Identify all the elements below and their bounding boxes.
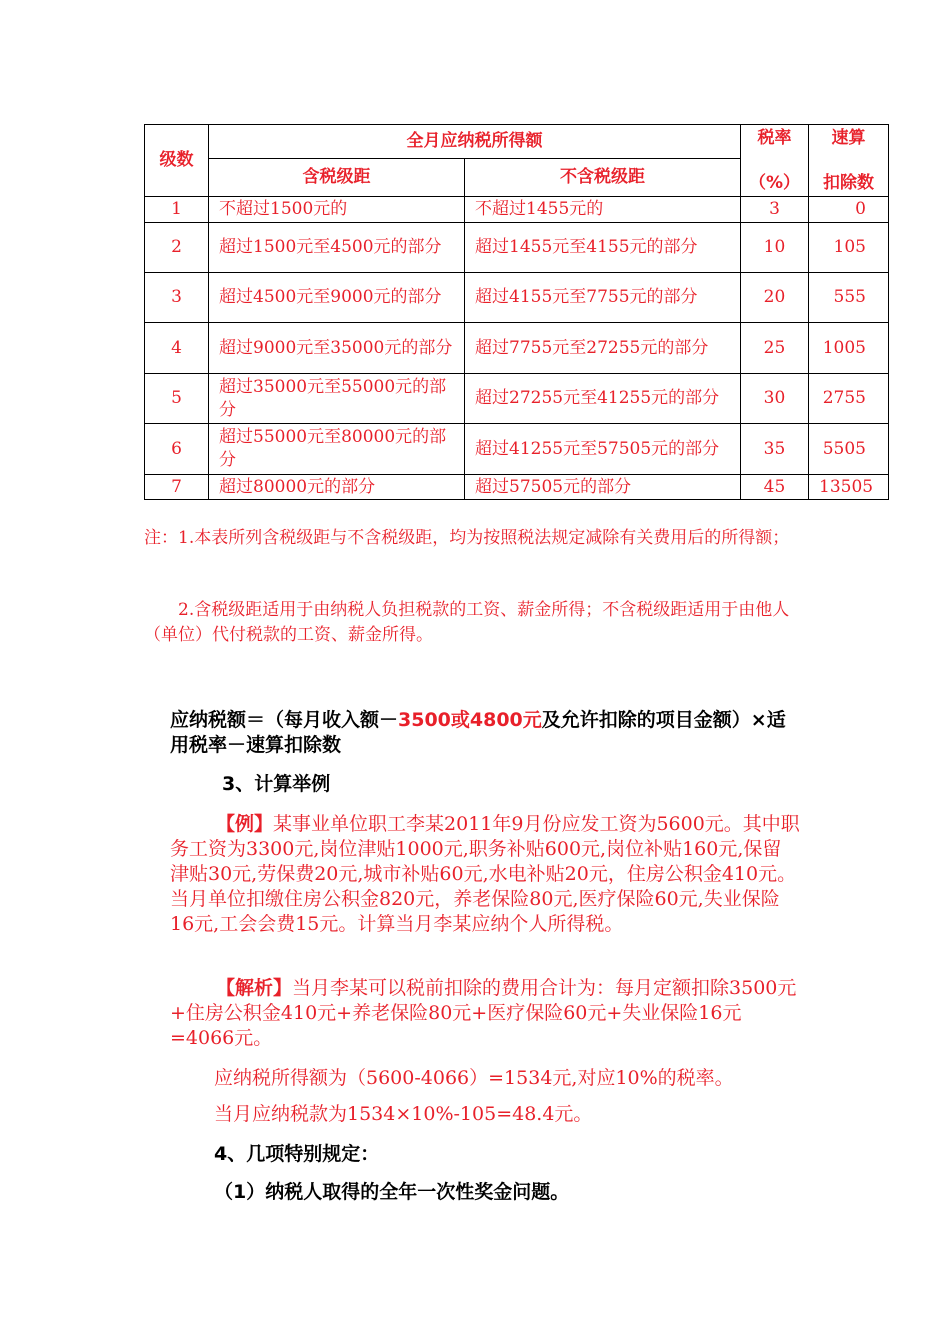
cell-without-tax: 超过27255元至41255元的部分 bbox=[465, 374, 741, 424]
tax-rate-table bbox=[144, 124, 889, 500]
cell-with-tax: 超过35000元至55000元的部分 bbox=[209, 374, 465, 424]
table-row bbox=[145, 323, 889, 374]
header-with-tax: 含税级距 bbox=[209, 159, 465, 197]
header-rate: 税率 （%） bbox=[741, 125, 809, 197]
cell-without-tax: 超过41255元至57505元的部分 bbox=[465, 424, 741, 475]
cell-deduction: 2755 bbox=[809, 374, 889, 424]
cell-deduction: 5505 bbox=[809, 424, 889, 475]
table-row bbox=[145, 197, 889, 223]
table-note-1: 注：1.本表所列含税级距与不含税级距，均为按照税法规定减除有关费用后的所得额； bbox=[144, 528, 790, 548]
analysis-paragraph: 【解析】当月李某可以税前扣除的费用合计为：每月定额扣除3500元+住房公积金410元+养老保险80元+医疗保险60元+失业保险16元=4066元。 bbox=[170, 977, 797, 1049]
cell-with-tax: 超过80000元的部分 bbox=[209, 475, 465, 500]
cell-with-tax: 超过1500元至4500元的部分 bbox=[209, 223, 465, 273]
cell-with-tax: 超过9000元至35000元的部分 bbox=[209, 323, 465, 374]
cell-without-tax: 超过1455元至4155元的部分 bbox=[465, 223, 741, 273]
table-row bbox=[145, 475, 889, 500]
cell-without-tax: 超过57505元的部分 bbox=[465, 475, 741, 500]
cell-level: 6 bbox=[145, 424, 209, 475]
table-row bbox=[145, 223, 889, 273]
cell-rate: 35 bbox=[741, 424, 809, 475]
formula-highlight: 3500或4800元 bbox=[398, 709, 542, 731]
cell-rate: 30 bbox=[741, 374, 809, 424]
cell-level: 7 bbox=[145, 475, 209, 500]
cell-rate: 25 bbox=[741, 323, 809, 374]
cell-with-tax: 不超过1500元的 bbox=[209, 197, 465, 223]
table-row bbox=[145, 273, 889, 323]
header-deduction: 速算 扣除数 bbox=[809, 125, 889, 197]
cell-deduction: 1005 bbox=[809, 323, 889, 374]
cell-rate: 20 bbox=[741, 273, 809, 323]
table-row bbox=[145, 424, 889, 475]
analysis-label: 【解析】 bbox=[216, 977, 293, 999]
cell-deduction: 13505 bbox=[809, 475, 889, 500]
header-income-group: 全月应纳税所得额 bbox=[209, 125, 741, 159]
cell-rate: 3 bbox=[741, 197, 809, 223]
cell-rate: 10 bbox=[741, 223, 809, 273]
cell-level: 3 bbox=[145, 273, 209, 323]
section-4-item-1: （1）纳税人取得的全年一次性奖金问题。 bbox=[214, 1181, 570, 1203]
cell-with-tax: 超过55000元至80000元的部分 bbox=[209, 424, 465, 475]
tax-formula: 应纳税额＝（每月收入额－3500或4800元及允许扣除的项目金额）×适用税率－速算扣除数 bbox=[170, 709, 786, 756]
table-row bbox=[145, 374, 889, 424]
cell-level: 4 bbox=[145, 323, 209, 374]
analysis-line-3: 当月应纳税款为1534×10%-105=48.4元。 bbox=[214, 1103, 593, 1125]
cell-deduction: 0 bbox=[809, 197, 889, 223]
header-level: 级数 bbox=[145, 125, 209, 197]
header-without-tax: 不含税级距 bbox=[465, 159, 741, 197]
cell-without-tax: 超过4155元至7755元的部分 bbox=[465, 273, 741, 323]
example-label: 【例】 bbox=[216, 813, 274, 835]
example-paragraph: 【例】某事业单位职工李某2011年9月份应发工资为5600元。其中职务工资为3300元,岗位津贴1000元,职务补贴600元,岗位补贴160元,保留津贴30元,劳保费20元,城市补贴60元,水电补贴20元，住房公积金410元。当月单位扣缴住房公积金820元，养老保险80元,医疗保险60元,失业保险16元,工会会费15元。计算当月李某应纳个人所得税。 bbox=[170, 813, 800, 935]
table-note-2: 2.含税级距适用于由纳税人负担税款的工资、薪金所得；不含税级距适用于由他人（单位）代付税款的工资、薪金所得。 bbox=[144, 600, 790, 645]
cell-with-tax: 超过4500元至9000元的部分 bbox=[209, 273, 465, 323]
cell-rate: 45 bbox=[741, 475, 809, 500]
cell-level: 1 bbox=[145, 197, 209, 223]
section-3-title: 3、计算举例 bbox=[222, 773, 331, 795]
cell-deduction: 555 bbox=[809, 273, 889, 323]
cell-without-tax: 不超过1455元的 bbox=[465, 197, 741, 223]
cell-level: 2 bbox=[145, 223, 209, 273]
cell-deduction: 105 bbox=[809, 223, 889, 273]
analysis-line-2: 应纳税所得额为（5600-4066）=1534元,对应10%的税率。 bbox=[214, 1067, 734, 1089]
cell-without-tax: 超过7755元至27255元的部分 bbox=[465, 323, 741, 374]
cell-level: 5 bbox=[145, 374, 209, 424]
section-4-title: 4、几项特别规定： bbox=[214, 1143, 380, 1165]
